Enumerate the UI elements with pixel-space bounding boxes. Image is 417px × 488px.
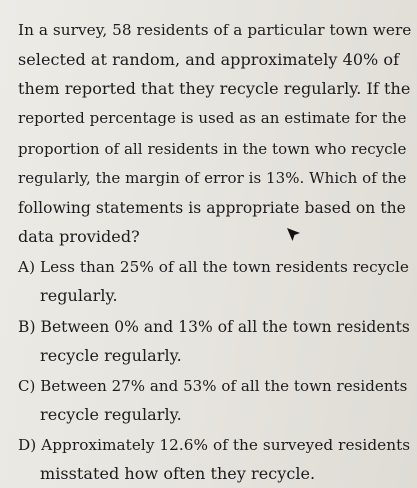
- option-c-text: C) Between 27% and 53% of all the town residents: [18, 376, 408, 395]
- question-line-5: proportion of all residents in the town who recycle: [18, 139, 407, 158]
- question-line-2: selected at random, and approximately 40% of: [18, 49, 400, 69]
- option-d-text: D) Approximately 12.6% of the surveyed residents: [18, 435, 411, 454]
- question-line-1: In a survey, 58 residents of a particular town were: [18, 21, 412, 39]
- question-line-4: reported percentage is used as an estimate for the: [18, 109, 407, 128]
- option-a-text: A) Less than 25% of all the town residents recycle: [18, 257, 409, 276]
- question-line-8: data provided?: [18, 227, 140, 247]
- option-c-text-continued: recycle regularly.: [40, 405, 182, 425]
- option-a-text-continued: regularly.: [40, 286, 118, 306]
- option-b-text: B) Between 0% and 13% of all the town residents: [18, 317, 410, 336]
- question-line-3: them reported that they recycle regularly. If the: [18, 78, 411, 98]
- option-b-text-continued: recycle regularly.: [40, 346, 182, 366]
- mouse-pointer-icon: [285, 226, 303, 244]
- option-d-text-continued: misstated how often they recycle.: [40, 464, 316, 483]
- question-line-6: regularly, the margin of error is 13%. Which of the: [18, 169, 407, 188]
- question-line-7: following statements is appropriate based on the: [18, 198, 406, 217]
